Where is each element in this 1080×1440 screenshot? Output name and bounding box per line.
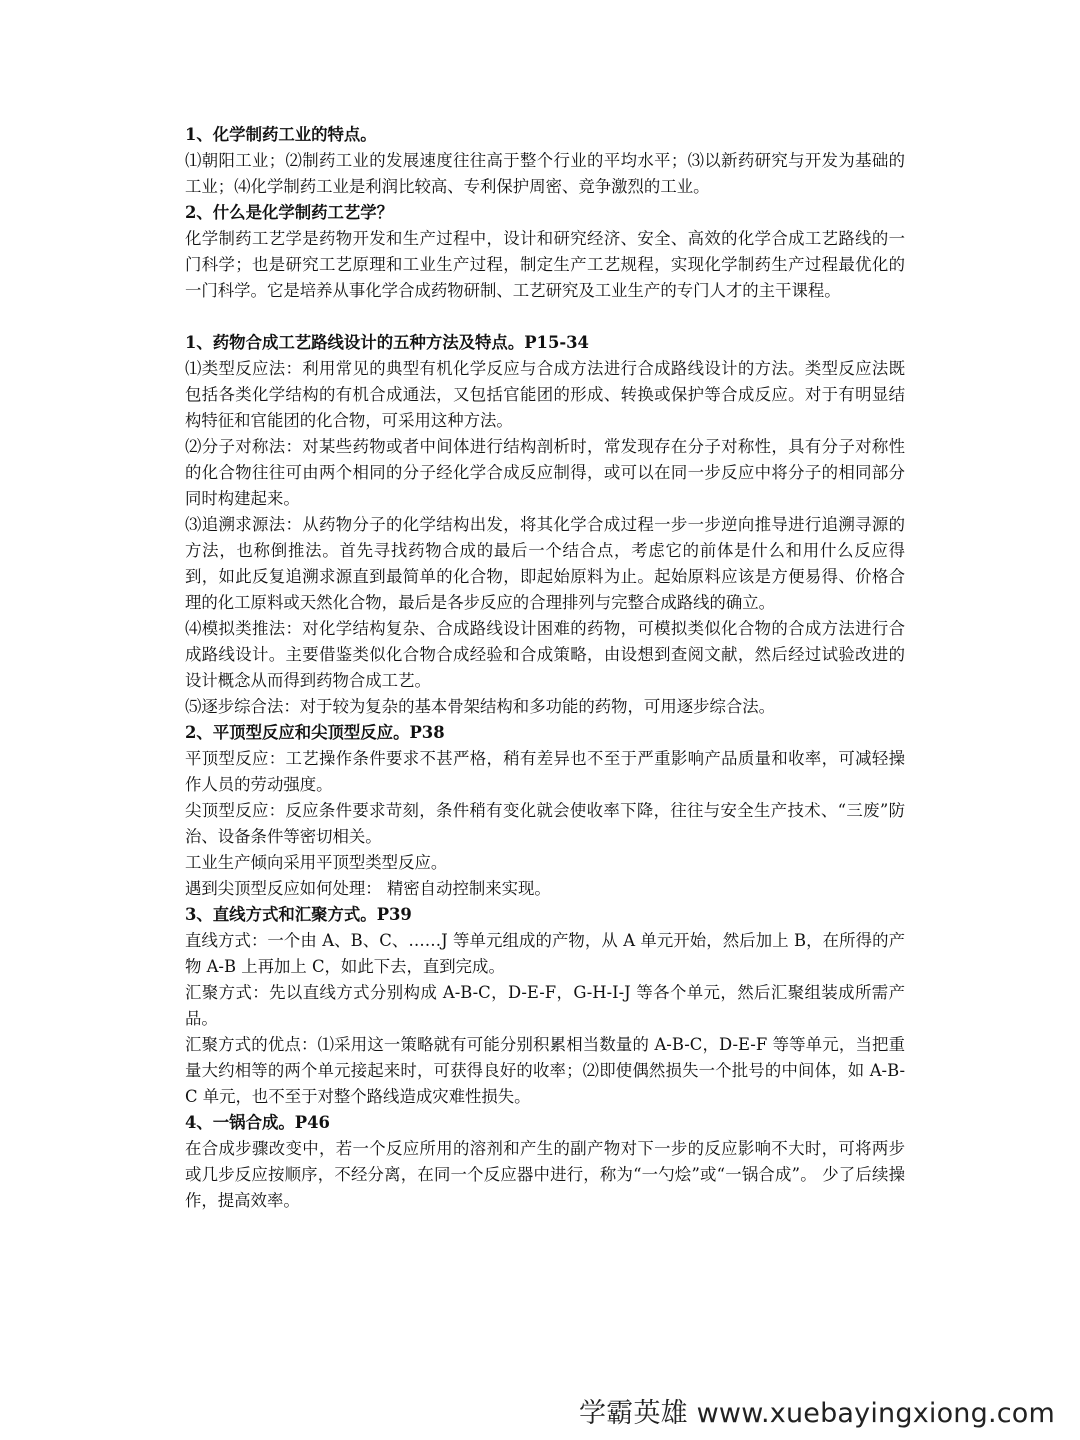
- paragraph-method-2: ⑵分子对称法：对某些药物或者中间体进行结构剖析时，常发现存在分子对称性，具有分子对称性的化合物往往可由两个相同的分子经化学合成反应制得，或可以在同一步反应中将分子的相同部分同时构建起来。: [185, 437, 905, 508]
- paragraph-method-3: ⑶追溯求源法：从药物分子的化学结构出发，将其化学合成过程一步一步逆向推导进行追溯寻源的方法，也称倒推法。首先寻找药物合成的最后一个结合点，考虑它的前体是什么和用什么反应得到，如此反复追溯求源直到最简单的化合物，即起始原料为止。起始原料应该是方便易得、价格合理的化工原料或天然化合物，最后是各步反应的合理排列与完整合成路线的确立。: [185, 515, 905, 612]
- watermark-footer: 学霸英雄 www.xuebayingxiong.com: [579, 1398, 1055, 1429]
- heading-flat-sharp-reactions: 2、平顶型反应和尖顶型反应。P38: [185, 723, 445, 742]
- heading-what-is-process: 2、什么是化学制药工艺学？: [185, 203, 394, 222]
- paragraph-one-pot: 在合成步骤改变中，若一个反应所用的溶剂和产生的副产物对下一步的反应影响不大时，可将两步或几步反应按顺序，不经分离，在同一个反应器中进行，称为“一勺烩”或“一锅合成”。 少了后续操作，提高效率。: [185, 1139, 905, 1210]
- paragraph-sharp-reaction: 尖顶型反应：反应条件要求苛刻，条件稍有变化就会使收率下降，往往与安全生产技术、“三废”防治、设备条件等密切相关。: [185, 801, 905, 846]
- paragraph-sharp-handling: 遇到尖顶型反应如何处理： 精密自动控制来实现。: [185, 879, 551, 898]
- paragraph-method-1: ⑴类型反应法：利用常见的典型有机化学反应与合成方法进行合成路线设计的方法。类型反应法既包括各类化学结构的有机合成通法，又包括官能团的形成、转换或保护等合成反应。对于有明显结构特征和官能团的化合物，可采用这种方法。: [185, 359, 905, 430]
- heading-one-pot: 4、一锅合成。P46: [185, 1113, 330, 1132]
- heading-five-methods: 1、药物合成工艺路线设计的五种方法及特点。P15-34: [185, 333, 589, 352]
- paragraph-industry-features: ⑴朝阳工业；⑵制药工业的发展速度往往高于整个行业的平均水平；⑶以新药研究与开发为基础的工业；⑷化学制药工业是利润比较高、专利保护周密、竞争激烈的工业。: [185, 151, 905, 196]
- heading-industry-features: 1、化学制药工业的特点。: [185, 125, 377, 144]
- paragraph-method-4: ⑷模拟类推法：对化学结构复杂、合成路线设计困难的药物，可模拟类似化合物的合成方法进行合成路线设计。主要借鉴类似化合物合成经验和合成策略，由设想到查阅文献，然后经过试验改进的设计概念从而得到药物合成工艺。: [185, 619, 905, 690]
- heading-linear-convergent: 3、直线方式和汇聚方式。P39: [185, 905, 412, 924]
- document-body: [185, 122, 905, 1214]
- section-spacer: [185, 304, 905, 330]
- paragraph-convergent: 汇聚方式：先以直线方式分别构成 A-B-C，D-E-F，G-H-I-J 等各个单元，然后汇聚组装成所需产品。: [185, 983, 905, 1028]
- paragraph-method-5: ⑸逐步综合法：对于较为复杂的基本骨架结构和多功能的药物，可用逐步综合法。: [185, 697, 776, 716]
- paragraph-linear: 直线方式：一个由 A、B、C、……J 等单元组成的产物，从 A 单元开始，然后加上 B，在所得的产物 A-B 上再加上 C，如此下去，直到完成。: [185, 931, 905, 976]
- paragraph-flat-reaction: 平顶型反应：工艺操作条件要求不甚严格，稍有差异也不至于严重影响产品质量和收率，可减轻操作人员的劳动强度。: [185, 749, 905, 794]
- paragraph-what-is-process: 化学制药工艺学是药物开发和生产过程中，设计和研究经济、安全、高效的化学合成工艺路线的一门科学；也是研究工艺原理和工业生产过程，制定生产工艺规程，实现化学制药生产过程最优化的一门科学。它是培养从事化学合成药物研制、工艺研究及工业生产的专门人才的主干课程。: [185, 229, 905, 300]
- paragraph-industry-preference: 工业生产倾向采用平顶型类型反应。: [185, 853, 448, 872]
- paragraph-convergent-advantages: 汇聚方式的优点：⑴采用这一策略就有可能分别积累相当数量的 A-B-C，D-E-F 等等单元，当把重量大约相等的两个单元接起来时，可获得良好的收率；⑵即使偶然损失一个批号的中间体，如 A-B-C 单元，也不至于对整个路线造成灾难性损失。: [185, 1035, 905, 1106]
